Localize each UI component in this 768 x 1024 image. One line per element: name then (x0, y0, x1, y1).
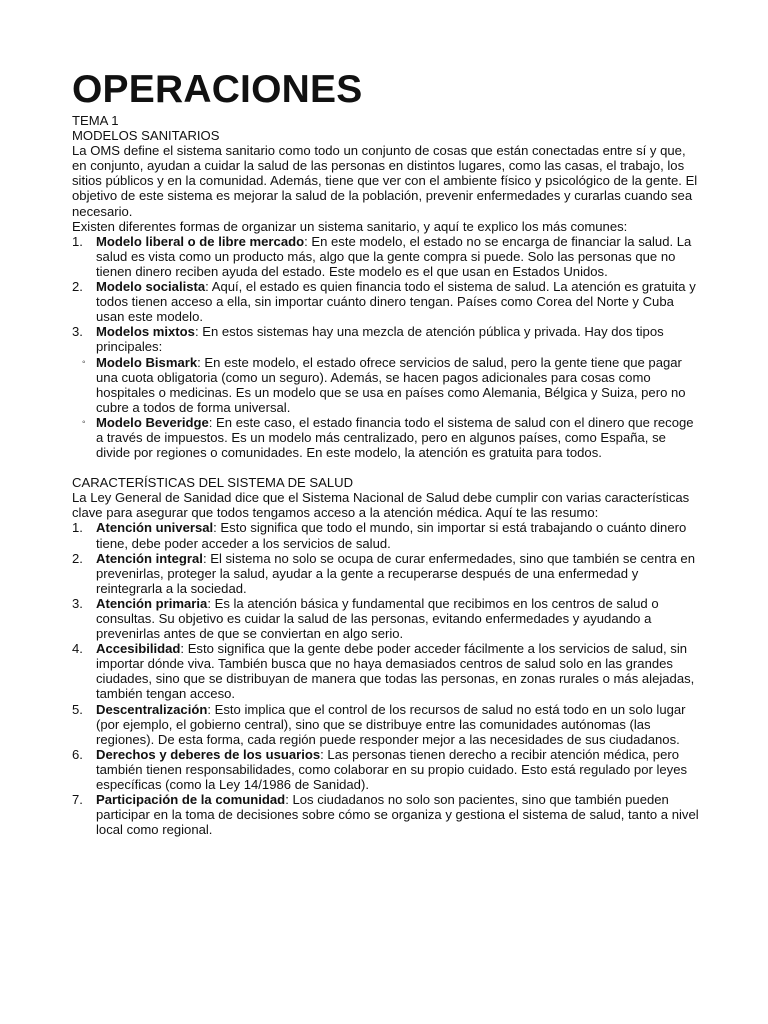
hollow-bullet-icon: ◦ (82, 356, 86, 368)
list-text: : Esto significa que todo el mundo, sin importar si está trabajando o cuánto dinero tiene, debe poder acceder a los servicios de salud. (96, 520, 687, 551)
document-page (72, 68, 700, 837)
list-item (72, 702, 700, 747)
list-number: 1. (72, 233, 83, 249)
sublist-term: Modelo Beveridge (96, 414, 209, 430)
list-term: Atención primaria (96, 595, 208, 611)
list-text: : Los ciudadanos no solo son pacientes, sino que también pueden participar en la toma de decisiones sobre cómo se organiza y gestiona el sistema de salud, tanto a nivel local como regional. (96, 792, 699, 838)
section-intro-paragraph: La Ley General de Sanidad dice que el Sistema Nacional de Salud debe cumplir con varias características clave para asegurar que todos tengamos acceso a la atención médica. Aquí te las resumo: (72, 490, 690, 521)
list-number: 3. (72, 324, 83, 340)
section-heading-modelos: MODELOS SANITARIOS (72, 128, 220, 144)
tema-label: TEMA 1 (72, 113, 119, 128)
sublist-item (72, 415, 700, 460)
modelos-list (72, 234, 700, 355)
list-number: 1. (72, 520, 83, 536)
list-item (72, 324, 700, 354)
list-item (72, 279, 700, 324)
list-term: Atención universal (96, 520, 214, 536)
hollow-bullet-icon: ◦ (82, 416, 86, 428)
list-number: 2. (72, 550, 83, 566)
list-term: Modelos mixtos (96, 324, 195, 340)
mixtos-sublist (72, 355, 700, 461)
list-item (72, 551, 700, 596)
list-text: : En estos sistemas hay una mezcla de atención pública y privada. Hay dos tipos principales: (96, 324, 664, 355)
list-item (72, 641, 700, 701)
list-number: 6. (72, 746, 83, 762)
sublist-text: : En este modelo, el estado ofrece servicios de salud, pero la gente tiene que pagar una cuota obligatoria (como un seguro). Además, se hacen pagos adicionales para cosas como hospitales o medicinas. Es un modelo que se usa en países como Alemania, Bélgica y Suiza, pero no cubre a todos de forma universal. (96, 354, 686, 415)
list-text: : Aquí, el estado es quien financia todo el sistema de salud. La atención es gratuita y todos tienen acceso a ella, sin importar cuánto dinero tengan. Países como Corea del Norte y Cuba usan este modelo. (96, 279, 696, 325)
list-term: Participación de la comunidad (96, 792, 286, 808)
list-term: Atención integral (96, 550, 203, 566)
list-term: Derechos y deberes de los usuarios (96, 746, 321, 762)
list-text: : En este modelo, el estado no se encarga de financiar la salud. La salud es vista como un producto más, algo que la gente compra si puede. Solo las personas que no tienen dinero reciben ayuda del estado. Este modelo es el que usan en Estados Unidos. (96, 233, 692, 279)
list-term: Modelo socialista (96, 279, 206, 295)
sublist-text: : En este caso, el estado financia todo el sistema de salud con el dinero que recoge a través de impuestos. Es un modelo más centralizado, pero en algunos países, como España, se divide por regiones o comunidades. En este modelo, la atención es gratuita para todos. (96, 414, 694, 461)
list-text: : Esto implica que el control de los recursos de salud no está todo en un solo lugar (por ejemplo, el gobierno central), sino que se distribuye entre las comunidades autónomas (las regiones). De esta forma, cada región puede responder mejor a las necesidades de sus ciudadanos. (96, 701, 686, 747)
list-text: : Las personas tienen derecho a recibir atención médica, pero también tienen responsabilidades, como colaborar en su propio cuidado. Esto está regulado por leyes específicas (como la Ley 14/1986 de Sanidad). (96, 746, 688, 793)
list-number: 2. (72, 279, 83, 295)
list-term: Accesibilidad (96, 641, 181, 657)
caracteristicas-list (72, 520, 700, 837)
section-intro-paragraph: La OMS define el sistema sanitario como todo un conjunto de cosas que están conectadas entre sí y que, en conjunto, ayudan a cuidar la salud de las personas en distintos lugares, como las casas, el trabajo, los sitios públicos y en la comunidad. Además, tiene que ver con el ambiente físico y psicológico de la gente. El objetivo de este sistema es mejorar la salud de la población, prevenir enfermedades y curarlas cuando sea necesario. (72, 143, 698, 219)
list-term: Descentralización (96, 701, 208, 717)
section-gap (72, 460, 700, 475)
list-term: Modelo liberal o de libre mercado (96, 233, 305, 249)
section-heading-caracteristicas: CARACTERÍSTICAS DEL SISTEMA DE SALUD (72, 475, 354, 491)
list-item (72, 747, 700, 792)
document-title: OPERACIONES (72, 68, 363, 111)
list-item (72, 520, 700, 550)
section-lead-paragraph: Existen diferentes formas de organizar un sistema sanitario, y aquí te explico los más comunes: (72, 218, 628, 234)
list-text: : Es la atención básica y fundamental que recibimos en los centros de salud o consultas. Su objetivo es cuidar la salud de las personas, evitando enfermedades y ayudando a prevenirlas antes de que se conviertan en algo serio. (96, 595, 659, 642)
list-number: 5. (72, 701, 83, 717)
list-item (72, 234, 700, 279)
list-item (72, 596, 700, 641)
sublist-item (72, 355, 700, 415)
list-item (72, 792, 700, 837)
list-text: : Esto significa que la gente debe poder acceder fácilmente a los servicios de salud, sin importar dónde viva. También busca que no haya demasiados centros de salud solo en las grandes ciudades, sino que se distribuyan de manera que todas las personas, en zonas rurales o más alejadas, también tengan acceso. (96, 641, 695, 702)
list-number: 3. (72, 595, 83, 611)
list-number: 7. (72, 792, 83, 808)
sublist-term: Modelo Bismark (96, 354, 198, 370)
list-number: 4. (72, 641, 83, 657)
list-text: : El sistema no solo se ocupa de curar enfermedades, sino que también se centra en prevenirlas, proteger la salud, ayudar a la gente a recuperarse después de una enfermedad y reintegrarla a la sociedad. (96, 550, 695, 596)
